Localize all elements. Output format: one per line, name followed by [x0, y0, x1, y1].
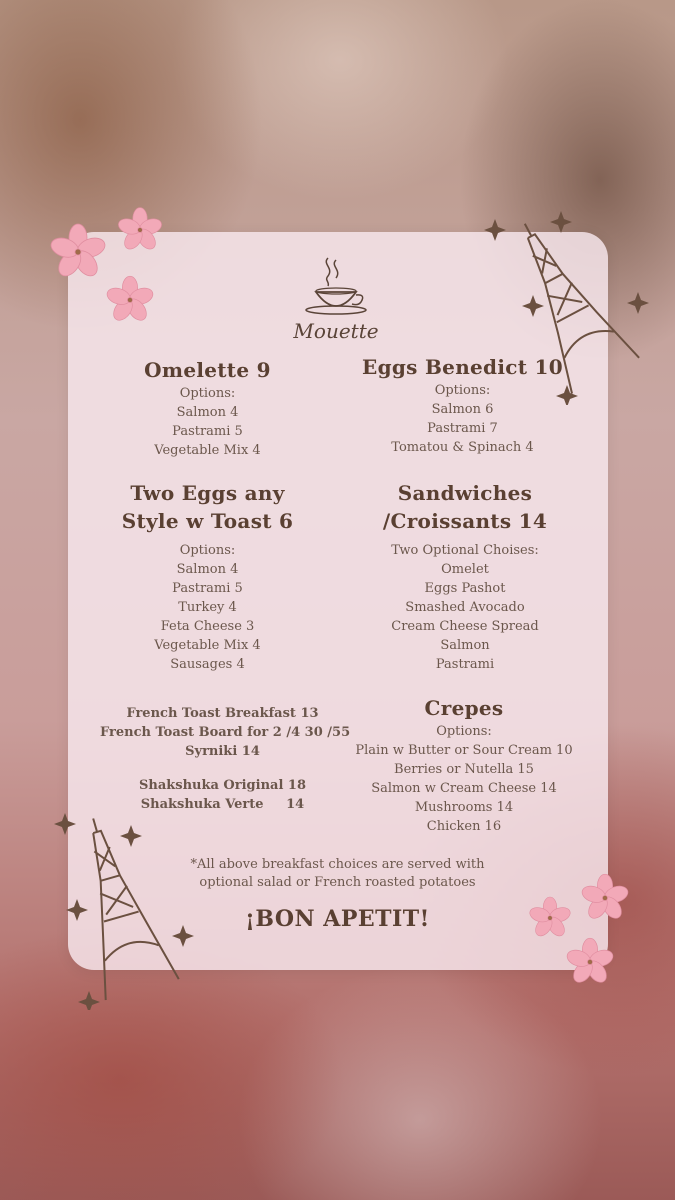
coffee-cup-logo — [286, 250, 386, 350]
menu-item: Eggs Pashot — [424, 581, 506, 596]
section-title: Eggs Benedict 10 — [362, 355, 563, 379]
eiffel-tower-icon — [478, 205, 658, 405]
footnote-line: optional salad or French roasted potatoes — [199, 875, 476, 890]
menu-item: Salmon 4 — [176, 405, 239, 420]
menu-item: Shakshuka Original 18 — [138, 778, 307, 793]
menu-item: Pastrami 5 — [172, 424, 243, 439]
menu-item: Cream Cheese Spread — [391, 619, 539, 634]
menu-item: Vegetable Mix 4 — [154, 638, 261, 653]
menu-item: Salmon 4 — [176, 562, 239, 577]
menu-item: Options: — [434, 383, 491, 398]
menu-item: Syrniki 14 — [185, 744, 260, 759]
menu-item: Smashed Avocado — [405, 600, 525, 615]
eiffel-tower-icon — [48, 805, 198, 1010]
menu-item: French Toast Board for 2 /4 30 /55 — [100, 725, 351, 740]
menu-item: Salmon — [440, 638, 490, 653]
brand-name: Mouette — [293, 319, 379, 343]
menu-item: Two Optional Choises: — [391, 543, 539, 558]
menu-item: Options: — [179, 386, 236, 401]
menu-item: Pastrami — [435, 657, 495, 672]
cherry-blossom-icon — [40, 200, 170, 330]
section-title-line2: Style w Toast 6 — [121, 509, 294, 533]
section-title-line1: Sandwiches — [397, 481, 533, 505]
menu-item: Tomatou & Spinach 4 — [391, 440, 534, 455]
menu-item: Salmon 6 — [431, 402, 494, 417]
menu-item: Feta Cheese 3 — [160, 619, 255, 634]
menu-item: Vegetable Mix 4 — [154, 443, 261, 458]
section-title-line2: /Croissants 14 — [382, 509, 548, 533]
footnote-line: *All above breakfast choices are served with — [190, 857, 485, 872]
menu-item: Shakshuka Verte 14 — [140, 797, 305, 812]
section-extras — [100, 704, 351, 814]
menu-item: Salmon w Cream Cheese 14 — [371, 781, 557, 796]
menu-item: Sausages 4 — [170, 657, 245, 672]
menu-item: Turkey 4 — [178, 600, 237, 615]
section-omelette — [120, 356, 295, 460]
section-crepes — [350, 694, 578, 836]
section-title-line1: Two Eggs any — [130, 481, 285, 505]
footnote — [140, 856, 535, 892]
menu-item: Berries or Nutella 15 — [394, 762, 534, 777]
section-sandwiches — [360, 479, 570, 674]
menu-item: Options: — [436, 724, 492, 739]
menu-item: Pastrami 5 — [172, 581, 243, 596]
menu-item: French Toast Breakfast 13 — [126, 706, 319, 721]
menu-item: Pastrami 7 — [427, 421, 498, 436]
section-two-eggs — [105, 479, 310, 674]
cherry-blossom-icon — [520, 870, 640, 1000]
menu-item: Options: — [179, 543, 236, 558]
menu-item: Mushrooms 14 — [414, 800, 514, 815]
menu-item: Omelet — [441, 562, 489, 577]
section-title: Crepes — [424, 696, 504, 720]
section-title: Omelette 9 — [144, 358, 271, 382]
closing-text: ¡BON APETIT! — [245, 906, 430, 932]
menu-item: Chicken 16 — [426, 819, 502, 834]
menu-item: Plain w Butter or Sour Cream 10 — [355, 743, 573, 758]
